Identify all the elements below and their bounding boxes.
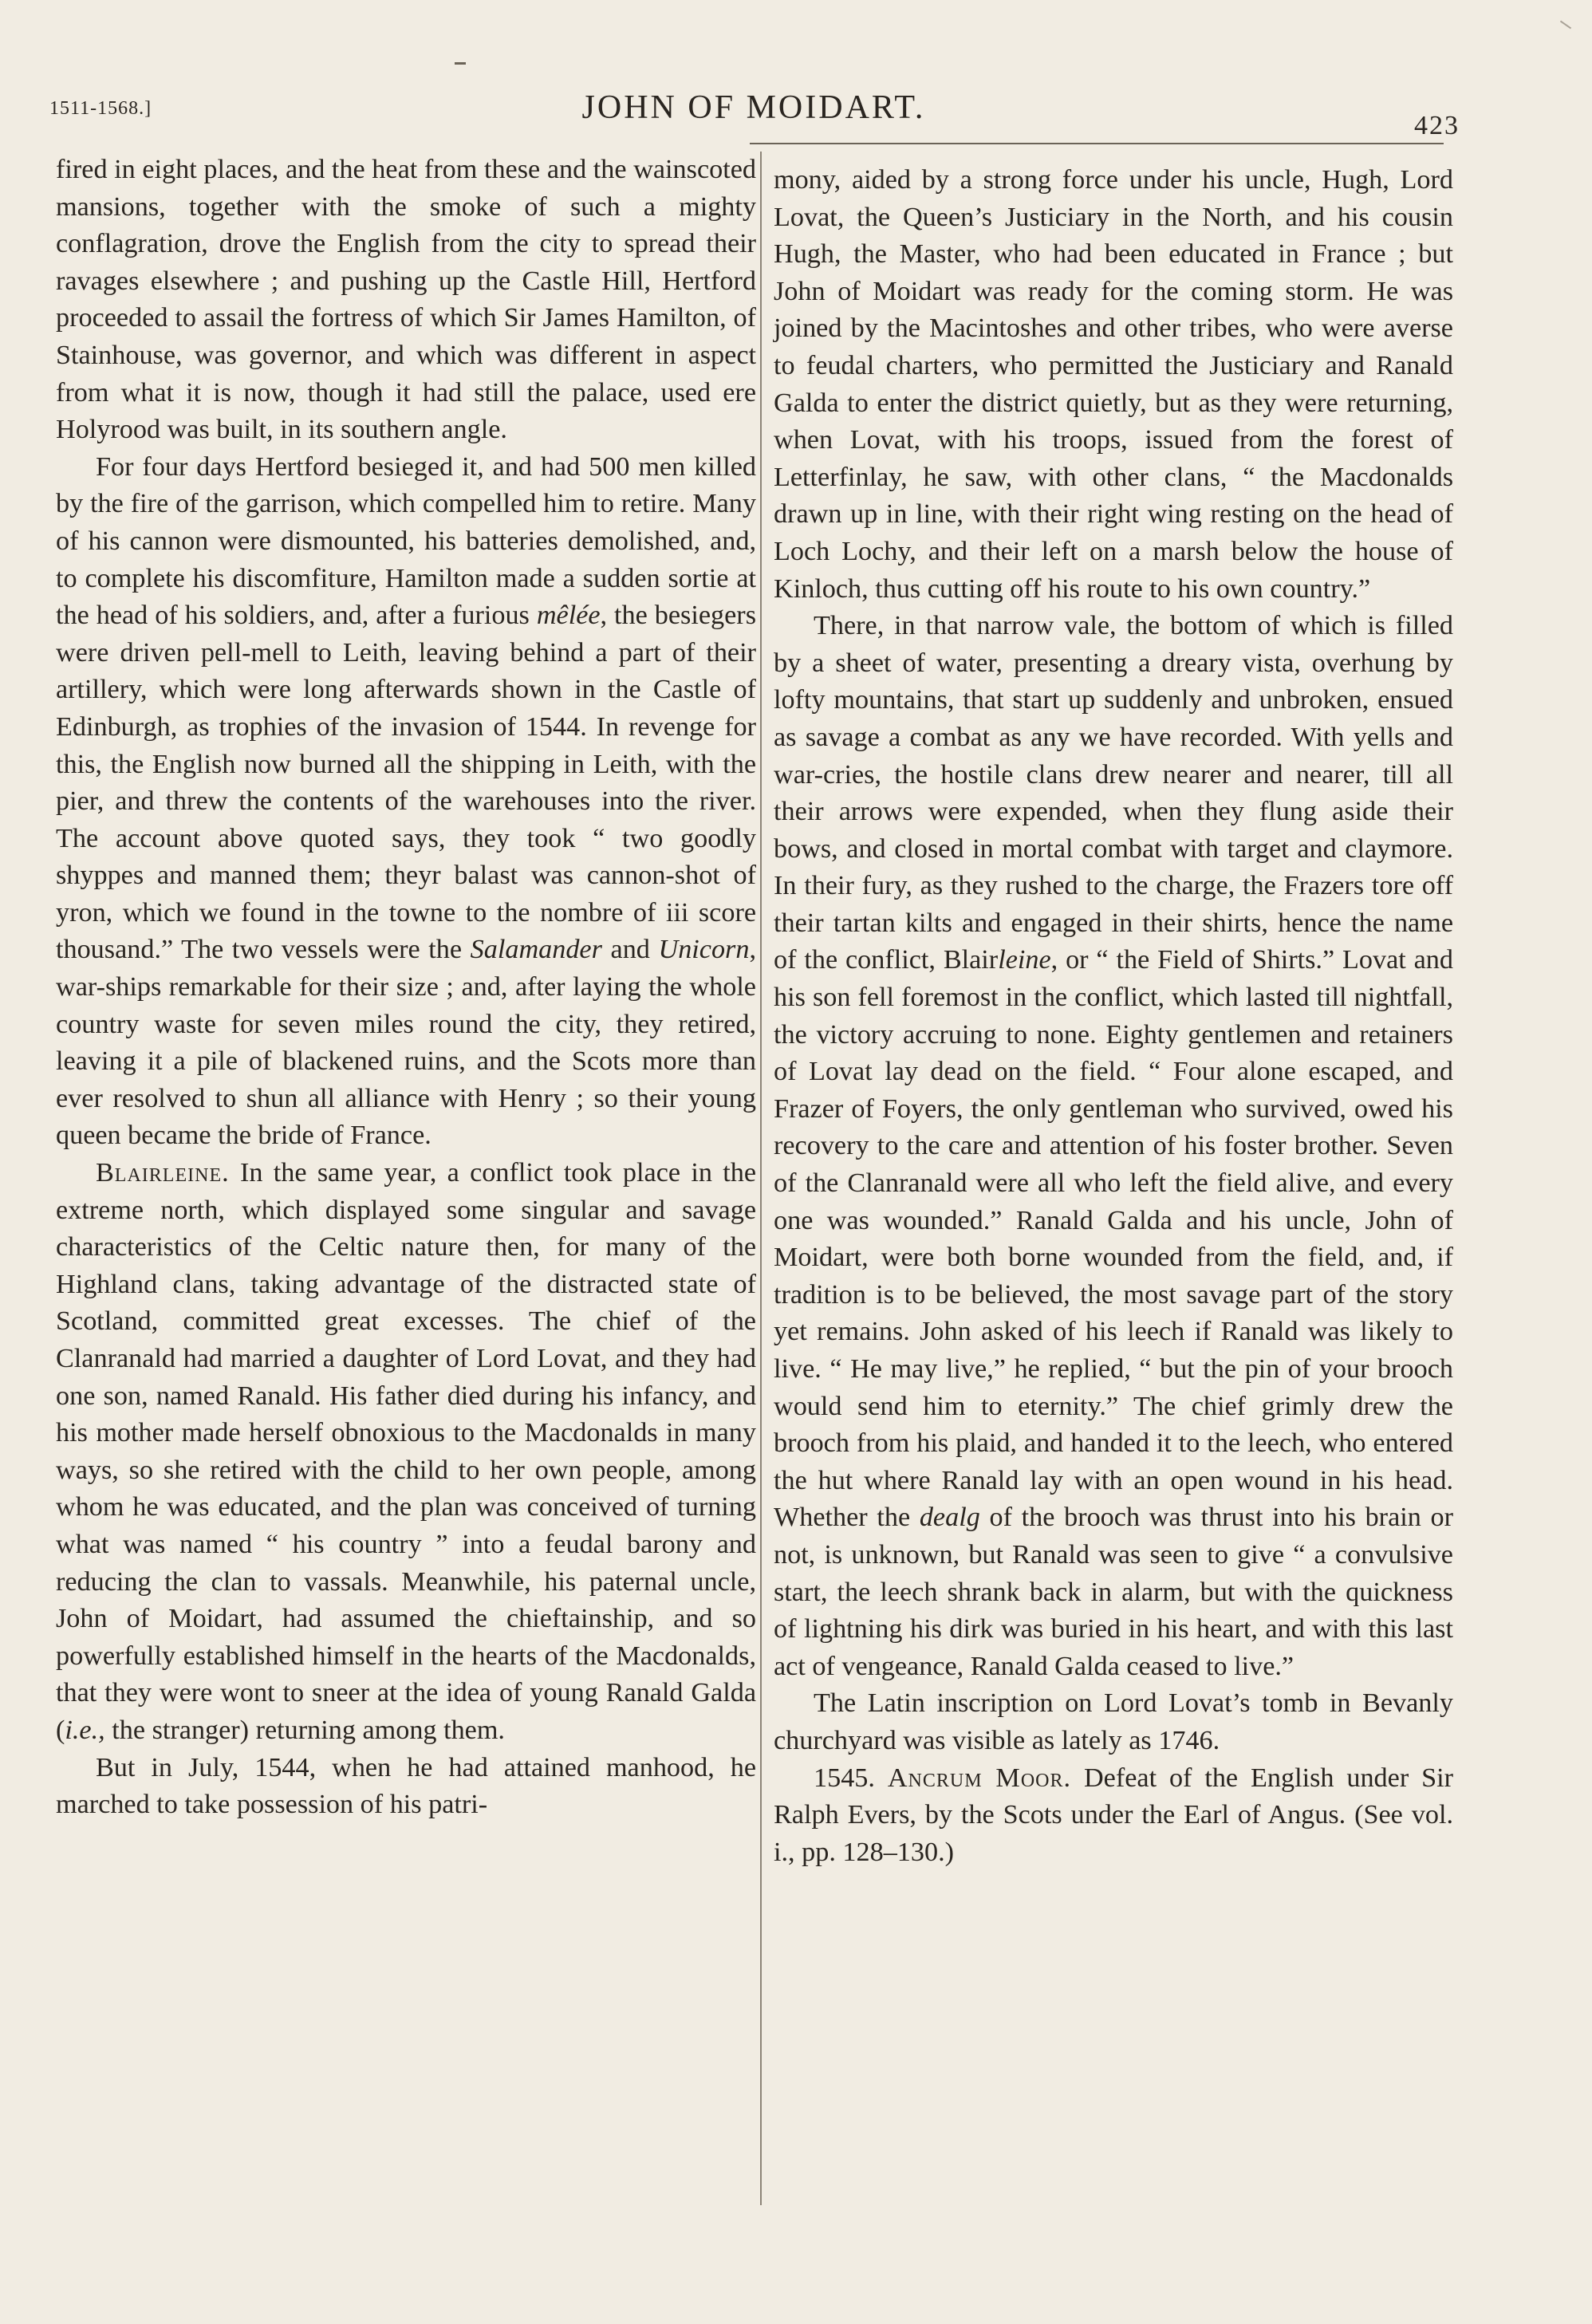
section-heading: Ancrum Moor. bbox=[887, 1763, 1072, 1793]
paragraph-text: For four days Hertford besieged it, and had 500 men killed by the fire of the garrison, which compelled him to retire. Many of his cannon were dismounted, his batteries demolished, and, to complete his discomfiture, Hamilton made a sudden sortie at the head of his soldiers, and, after a furious bbox=[56, 451, 756, 631]
conjunction: and bbox=[610, 935, 650, 965]
print-mark bbox=[455, 62, 466, 65]
column-divider bbox=[760, 152, 762, 2205]
running-head bbox=[48, 84, 1460, 140]
header-rule bbox=[750, 143, 1444, 144]
left-column bbox=[56, 152, 756, 1824]
paragraph-text: , war-ships remarkable for their size ; and, after laying the whole country waste for seven miles round the city, they retired, leaving it a pile of blackened ruins, and the Scots more than ever resolved to shun all alliance with Henry ; so their young queen became the bride of France. bbox=[56, 935, 756, 1151]
paragraph bbox=[56, 1155, 756, 1750]
paragraph: mony, aided by a strong force under his uncle, Hugh, Lord Lovat, the Queen’s Justiciary in the North, and his cousin Hugh, the Master, who had been educated in France ; but John of Moidart was ready for the coming storm. He was joined by the Macintoshes and other tribes, who were averse to feudal charters, who permitted the Justiciary and Ranald Galda to enter the district quietly, but as they were returning, when Lovat, with his troops, issued from the forest of Letterfinlay, he saw, with other clans, “ the Macdonalds drawn up in line, with their right wing resting on the head of Loch Lochy, and their left on a marsh below the house of Kinloch, thus cutting off his route to his own country.” bbox=[774, 165, 1453, 604]
paragraph: But in July, 1544, when he had attained manhood, he marched to take possession of his patri- bbox=[56, 1752, 756, 1820]
paragraph-text: , or “ the Field of Shirts.” Lovat and his son fell foremost in the conflict, which lasted till nightfall, the victory accruing to none. Eighty gentlemen and retainers of Lovat lay dead on the field. “ Four alone escaped, and Frazer of Foyers, the only gentleman who survived, owed his recovery to the care and attention of his foster brother. Seven of the Clanranald were all who left the field alive, and every one was wounded.” Ranald Galda and his uncle, John of Moidart, were both borne wounded from the field, and, if tradition is to be believed, the most savage part of the story yet remains. John asked of his leech if Ranald was likely to live. “ He may live,” he replied, “ but the pin of your brooch would send him to eternity.” The chief grimly drew the brooch from his plaid, and handed it to the leech, who entered the hut where Ranald lay with an open wound in his head. Whether the bbox=[774, 945, 1453, 1533]
paragraph: The Latin inscription on Lord Lovat’s tomb in Bevanly churchyard was visible as lately as 1746. bbox=[774, 1688, 1453, 1755]
italic-word: dealg bbox=[919, 1503, 980, 1533]
italic-word: leine bbox=[998, 945, 1051, 975]
paragraph bbox=[774, 1760, 1453, 1872]
paragraph bbox=[774, 608, 1453, 1685]
paragraph-text: , the besiegers were driven pell-mell to Leith, leaving behind a part of their artillery, which were long afterwards shown in the Castle of Edinburgh, as trophies of the invasion of 1544. In revenge for this, the English now burned all the shipping in Leith, with the pier, and threw the contents of the warehouses into the river. The account above quoted says, they took “ two goodly shyppes and manned them; theyr balast was cannon-shot of yron, which we found in the towne to the nombre of iii score thousand.” The two vessels were the bbox=[56, 601, 756, 965]
date-range: 1511-1568.] bbox=[49, 98, 152, 119]
page-number: 423 bbox=[1414, 111, 1460, 140]
right-column bbox=[774, 162, 1453, 1871]
paragraph-text: Defeat of the English under Sir Ralph Evers, by the Scots under the Earl of Angus. (See vol. i., pp. 128–130.) bbox=[774, 1763, 1454, 1867]
section-heading: Blairleine. bbox=[96, 1158, 230, 1188]
paragraph-text: In the same year, a conflict took place in the extreme north, which displayed some singular and savage characteristics of the Celtic nature then, for many of the Highland clans, taking advantage of the distracted state of Scotland, committed great excesses. The chief of the Clanranald had married a daughter of Lord Lovat, and they had one son, named Ranald. His father died during his infancy, and his mother made herself obnoxious to the Macdonalds in many ways, so she retired with the child to her own people, among whom he was educated, and the plan was conceived of turning what was named “ his country ” into a feudal barony and reducing the clan to vassals. Meanwhile, his paternal uncle, John of Moidart, had assumed the chieftainship, and so powerfully established himself in the hearts of the Macdonalds, that they were wont to sneer at the idea of young Ranald Galda ( bbox=[56, 1158, 757, 1745]
paragraph-text: of the brooch was thrust into his brain or not, is unknown, but Ranald was seen to give “ a convulsive start, the leech shrank back in alarm, but with the quickness of lightning his dirk was buried in his heart, and with this last act of vengeance, Ranald Galda ceased to live.” bbox=[774, 1503, 1453, 1681]
paragraph: fired in eight places, and the heat from these and the wainscoted mansions, together with the smoke of such a mighty conflagration, drove the English from the city to spread their ravages elsewhere ; and pushing up the Castle Hill, Hertford proceeded to assail the fortress of which Sir James Hamilton, of Stainhouse, was governor, and which was different in aspect from what it is now, though it had still the palace, used ere Holyrood was built, in its southern angle. bbox=[56, 155, 756, 445]
paragraph bbox=[56, 449, 756, 1155]
ship-name: Salamander bbox=[470, 935, 602, 965]
paragraph-text: There, in that narrow vale, the bottom of which is filled by a sheet of water, presenting a dreary vista, overhung by lofty mountains, that start up suddenly and unbroken, ensued as savage a combat as any we have recorded. With yells and war-cries, the hostile clans drew nearer and nearer, till all their arrows were expended, when they flung aside their bows, and closed in mortal combat with target and claymore. In their fury, as they rushed to the charge, the Frazers tore off their tartan kilts and engaged in their shirts, hence the name of the conflict, Blair bbox=[774, 611, 1453, 975]
italic-word: i.e., bbox=[65, 1715, 105, 1745]
entry-year: 1545. bbox=[814, 1763, 875, 1793]
page-title: JOHN OF MOIDART. bbox=[581, 89, 926, 126]
ship-name: Unicorn bbox=[658, 935, 750, 965]
italic-word: mêlée bbox=[536, 601, 601, 631]
paragraph-text: the stranger) returning among them. bbox=[104, 1715, 505, 1745]
corner-mark bbox=[1560, 21, 1571, 30]
